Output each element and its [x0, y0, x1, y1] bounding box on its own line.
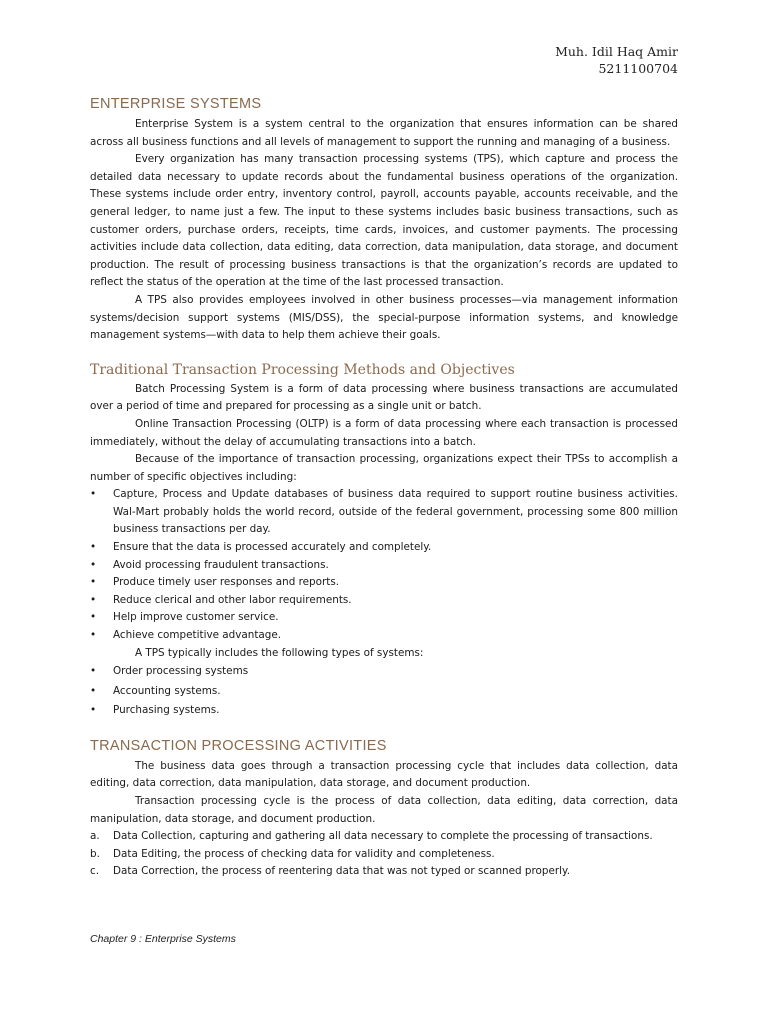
bullet-marker: •: [90, 541, 97, 554]
list-item: [90, 863, 678, 881]
paragraph: Batch Processing System is a form of data processing where business transactions are accumulated over a period of time and prepared for processing as a single unit or batch.: [90, 382, 678, 413]
list-item: [90, 592, 678, 610]
bullet-marker: •: [90, 629, 97, 642]
activities-list: [90, 828, 678, 881]
page-footer: Chapter 9 : Enterprise Systems: [90, 933, 236, 945]
list-item: [90, 662, 678, 682]
section-traditional-methods: [90, 362, 678, 721]
bullet-marker: •: [90, 488, 97, 501]
list-item: [90, 627, 678, 645]
bullet-marker: •: [90, 593, 97, 606]
section-heading: TRANSACTION PROCESSING ACTIVITIES: [90, 737, 387, 754]
list-item-text: Ensure that the data is processed accurately and completely.: [113, 541, 432, 554]
section-tp-activities: [90, 738, 678, 881]
list-item-text: Data Correction, the process of reentering data that was not typed or scanned properly.: [113, 865, 571, 878]
list-item: [90, 828, 678, 846]
list-item: [90, 574, 678, 592]
list-item: [90, 701, 678, 721]
list-item-text: Data Collection, capturing and gathering all data necessary to complete the processing of transactions.: [113, 830, 653, 843]
list-item-text: Order processing systems: [113, 665, 249, 678]
bullet-marker: •: [90, 558, 97, 571]
paragraph: Enterprise System is a system central to the organization that ensures information can be shared across all business functions and all levels of management to support the running and managing of a business.: [90, 118, 678, 148]
list-item: [90, 557, 678, 575]
section-enterprise-systems: [90, 96, 678, 345]
list-item: [90, 609, 678, 627]
list-item-text: Reduce clerical and other labor requirements.: [113, 593, 352, 606]
objectives-list: [90, 486, 678, 644]
list-item: [90, 846, 678, 864]
list-item-text: Help improve customer service.: [113, 611, 279, 624]
bullet-marker: •: [90, 665, 97, 678]
list-marker: b.: [90, 847, 100, 860]
paragraph: Online Transaction Processing (OLTP) is a form of data processing where each transaction is processed immediately, without the delay of accumulating transactions into a batch.: [90, 417, 678, 448]
paragraph: Every organization has many transaction processing systems (TPS), which capture and process the detailed data necessary to update records about the fundamental business operations of the organization. These systems include order entry, inventory control, payroll, accounts payable, accounts receivable, and the general ledger, to name just a few. The input to these systems includes basic business transactions, such as customer orders, purchase orders, receipts, time cards, invoices, and customer payments. The processing activities include data collection, data editing, data correction, data manipulation, data storage, and document production. The result of processing business transactions is that the organization’s records are updated to reflect the status of the operation at the time of the last processed transaction.: [90, 153, 678, 289]
paragraph: Because of the importance of transaction processing, organizations expect their TPSs to accomplish a number of specific objectives including:: [90, 453, 678, 483]
list-item-text: Accounting systems.: [113, 684, 221, 697]
systems-list: [90, 662, 678, 721]
paragraph: A TPS also provides employees involved in other business processes—via management information systems/decision support systems (MIS/DSS), the special-purpose information systems, and knowledge management systems—with data to help them achieve their goals.: [90, 293, 678, 342]
student-id: 5211100704: [598, 61, 678, 76]
paragraph: A TPS typically includes the following types of systems:: [135, 646, 424, 659]
main-content: [90, 96, 678, 897]
list-item-text: Achieve competitive advantage.: [113, 629, 282, 642]
section-heading: ENTERPRISE SYSTEMS: [90, 96, 262, 112]
bullet-marker: •: [90, 611, 97, 624]
bullet-marker: •: [90, 704, 97, 717]
list-item: [90, 682, 678, 702]
section-heading: Traditional Transaction Processing Methods and Objectives: [90, 361, 515, 378]
author-name: Muh. Idil Haq Amir: [555, 44, 678, 59]
author-block: [555, 43, 678, 77]
list-item: [90, 539, 678, 557]
paragraph: The business data goes through a transaction processing cycle that includes data collection, data editing, data correction, data manipulation, data storage, and document production.: [90, 759, 678, 790]
bullet-marker: •: [90, 684, 97, 697]
list-marker: c.: [90, 865, 100, 878]
list-item-text: Produce timely user responses and reports.: [113, 576, 340, 589]
list-item: [90, 486, 678, 539]
list-marker: a.: [90, 830, 100, 843]
list-item-text: Avoid processing fraudulent transactions.: [113, 558, 329, 571]
list-item-text: Purchasing systems.: [113, 704, 220, 717]
list-item-text: Capture, Process and Update databases of business data required to support routine business activities. Wal-Mart probably holds the world record, outside of the federal government, processing some 800 million business transactions per day.: [113, 488, 678, 536]
list-item-text: Data Editing, the process of checking data for validity and completeness.: [113, 847, 495, 860]
paragraph: Transaction processing cycle is the process of data collection, data editing, data correction, data manipulation, data storage, and document production.: [90, 794, 678, 825]
bullet-marker: •: [90, 576, 97, 589]
